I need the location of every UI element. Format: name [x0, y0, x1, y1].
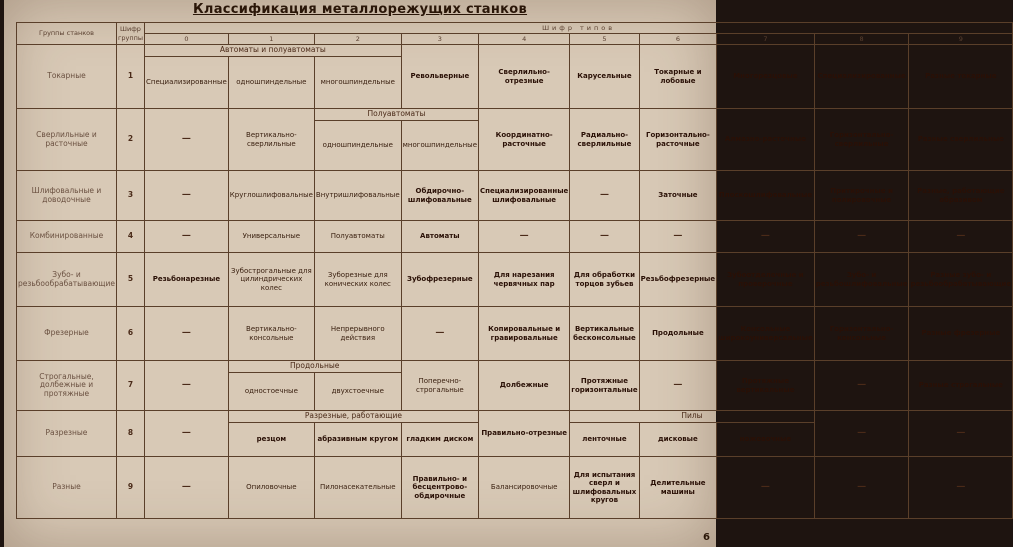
group-name: Токарные: [17, 45, 117, 109]
cell-type-2: многошпиндельные: [314, 57, 401, 109]
cell-type-6: Резьбофрезерные: [639, 253, 717, 307]
cell-type-7: Многорезцовые: [717, 45, 815, 109]
cell-type-3: Правильно- и бесцентрово-обдирочные: [401, 457, 478, 519]
cell-type-6: Делительные машины: [639, 457, 717, 519]
cell-type-3: многошпиндельные: [401, 121, 478, 171]
cell-type-3: Обдирочно-шлифовальные: [401, 171, 478, 221]
cell-type-5: Для обработки торцов зубьев: [570, 253, 639, 307]
cell-type-9: Разные зубо- и резьбообрабатывающие: [909, 253, 1013, 307]
cell-type-8: Зубо- и резьбошлифовальные: [814, 253, 909, 307]
cell-type-3: Автоматы: [401, 221, 478, 253]
subheader-saws: Пилы: [570, 411, 814, 423]
cell-type-8: —: [814, 221, 909, 253]
cell-type-6: —: [639, 221, 717, 253]
cell-type-9: —: [909, 457, 1013, 519]
cell-type-0: —: [144, 307, 228, 361]
cell-type-2: Зуборезные для конических колес: [314, 253, 401, 307]
cell-type-2: Полуавтоматы: [314, 221, 401, 253]
cell-type-4: Копировальные и гравировальные: [479, 307, 570, 361]
group-name: Сверлильные и расточные: [17, 109, 117, 171]
group-name: Фрезерные: [17, 307, 117, 361]
type-code-4: 4: [479, 34, 570, 45]
cell-type-0: —: [144, 171, 228, 221]
type-code-5: 5: [570, 34, 639, 45]
cell-type-4: Координатно-расточные: [479, 109, 570, 171]
type-code-1: 1: [228, 34, 314, 45]
cell-type-2: абразивным кругом: [314, 423, 401, 457]
cell-type-5: Вертикальные бесконсольные: [570, 307, 639, 361]
types-header: Шифр типов: [144, 23, 1012, 34]
cell-type-5: Карусельные: [570, 45, 639, 109]
cell-type-1: резцом: [228, 423, 314, 457]
group-code: 2: [116, 109, 144, 171]
cell-type-3: гладким диском: [401, 423, 478, 457]
cell-type-8: —: [814, 411, 909, 457]
cell-type-0: —: [144, 221, 228, 253]
group-code: 7: [116, 361, 144, 411]
group-code: 3: [116, 171, 144, 221]
cell-type-6: Горизонтально-расточные: [639, 109, 717, 171]
cell-type-7: Консольные широкоуниверсальные: [717, 307, 815, 361]
cell-type-4: Специализированные шлифовальные: [479, 171, 570, 221]
cell-type-8: —: [814, 457, 909, 519]
cell-type-7: Алмазно-расточные: [717, 109, 815, 171]
group-name: Комбинированные: [17, 221, 117, 253]
cell-type-7: —: [717, 457, 815, 519]
page-number: 6: [703, 532, 710, 543]
subheader-automats: Автоматы и полуавтоматы: [144, 45, 401, 57]
table-title: Классификация металлорежущих станков: [192, 2, 528, 17]
cell-type-3: Поперечно-строгальные: [401, 361, 478, 411]
cell-type-6: Токарные и лобовые: [639, 45, 717, 109]
cell-type-9: Разные сверлильные: [909, 109, 1013, 171]
cell-type-9: Разные фрезерные: [909, 307, 1013, 361]
subheader-longitudinal: Продольные: [228, 361, 401, 373]
cell-type-0: —: [144, 109, 228, 171]
cell-type-4: Балансировочные: [479, 457, 570, 519]
cell-type-0: —: [144, 361, 228, 411]
cell-type-4: Сверлильно-отрезные: [479, 45, 570, 109]
group-name: Строгальные, долбежные и протяжные: [17, 361, 117, 411]
cell-type-4: Для нарезания червячных пар: [479, 253, 570, 307]
cell-type-1: Вертикально-сверлильные: [228, 109, 314, 171]
group-name: Разрезные: [17, 411, 117, 457]
cell-type-0: —: [144, 411, 228, 457]
cell-type-0: Специализированные: [144, 57, 228, 109]
cell-type-2: Пилонасекательные: [314, 457, 401, 519]
cell-type-5: —: [570, 171, 639, 221]
cell-type-5: Для испытания сверл и шлифовальных кругов: [570, 457, 639, 519]
cell-type-5: —: [570, 221, 639, 253]
cell-type-8: Горизонтально-сверлильные: [814, 109, 909, 171]
type-code-7: 7: [717, 34, 815, 45]
type-code-0: 0: [144, 34, 228, 45]
subheader-cutoff: Разрезные, работающие: [228, 411, 478, 423]
cell-type-1: Вертикально-консольные: [228, 307, 314, 361]
group-code: 6: [116, 307, 144, 361]
group-code-header: Шифр группы: [116, 23, 144, 45]
cell-type-7: Зубоотделочные и проверочные: [717, 253, 815, 307]
cell-type-9: Разные строгальные: [909, 361, 1013, 411]
cell-type-1: Круглошлифовальные: [228, 171, 314, 221]
type-code-3: 3: [401, 34, 478, 45]
cell-type-7: —: [717, 221, 815, 253]
cell-type-0: Резьбонарезные: [144, 253, 228, 307]
cell-type-3: Револьверные: [401, 45, 478, 109]
cell-type-6: —: [639, 361, 717, 411]
cell-type-3: Зубофрезерные: [401, 253, 478, 307]
slide: [4, 0, 1012, 547]
cell-type-9: —: [909, 411, 1013, 457]
cell-type-8: Специализированные: [814, 45, 909, 109]
cell-type-5: Протяжные горизонтальные: [570, 361, 639, 411]
cell-type-7: ножовочные: [717, 423, 815, 457]
cell-type-2: одношпиндельные: [314, 121, 401, 171]
cell-type-1: одностоечные: [228, 373, 314, 411]
cell-type-3: —: [401, 307, 478, 361]
type-code-6: 6: [639, 34, 717, 45]
classification-table: [16, 22, 1013, 519]
cell-type-1: Зубострогальные для цилиндрических колес: [228, 253, 314, 307]
cell-type-6: Продольные: [639, 307, 717, 361]
group-name: Шлифовальные и доводочные: [17, 171, 117, 221]
group-code: 5: [116, 253, 144, 307]
group-name: Разные: [17, 457, 117, 519]
cell-type-7: Протяжные вертикальные: [717, 361, 815, 411]
group-name: Зубо- и резьбообрабатывающие: [17, 253, 117, 307]
type-code-2: 2: [314, 34, 401, 45]
cell-type-4: —: [479, 221, 570, 253]
cell-type-9: —: [909, 221, 1013, 253]
cell-type-1: Универсальные: [228, 221, 314, 253]
type-code-9: 9: [909, 34, 1013, 45]
group-code: 4: [116, 221, 144, 253]
cell-type-4: Правильно-отрезные: [479, 411, 570, 457]
cell-type-6: Заточные: [639, 171, 717, 221]
cell-type-6: дисковые: [639, 423, 717, 457]
group-code: 9: [116, 457, 144, 519]
subheader-semiautomats: Полуавтоматы: [314, 109, 478, 121]
cell-type-7: Плоскошлифовальные: [717, 171, 815, 221]
groups-header: Группы станков: [17, 23, 117, 45]
cell-type-1: Опиловочные: [228, 457, 314, 519]
group-code: 1: [116, 45, 144, 109]
cell-type-1: одношпиндельные: [228, 57, 314, 109]
cell-type-9: Разные токарные: [909, 45, 1013, 109]
cell-type-0: —: [144, 457, 228, 519]
group-code: 8: [116, 411, 144, 457]
cell-type-8: Притирочные и полировочные: [814, 171, 909, 221]
cell-type-2: двухстоечные: [314, 373, 401, 411]
cell-type-9: Разные, работающие абразивом: [909, 171, 1013, 221]
cell-type-5: Радиально-сверлильные: [570, 109, 639, 171]
cell-type-2: Внутришлифовальные: [314, 171, 401, 221]
cell-type-2: Непрерывного действия: [314, 307, 401, 361]
cell-type-8: —: [814, 361, 909, 411]
type-code-8: 8: [814, 34, 909, 45]
cell-type-4: Долбежные: [479, 361, 570, 411]
cell-type-5: ленточные: [570, 423, 639, 457]
cell-type-8: Горизонтально-консольные: [814, 307, 909, 361]
